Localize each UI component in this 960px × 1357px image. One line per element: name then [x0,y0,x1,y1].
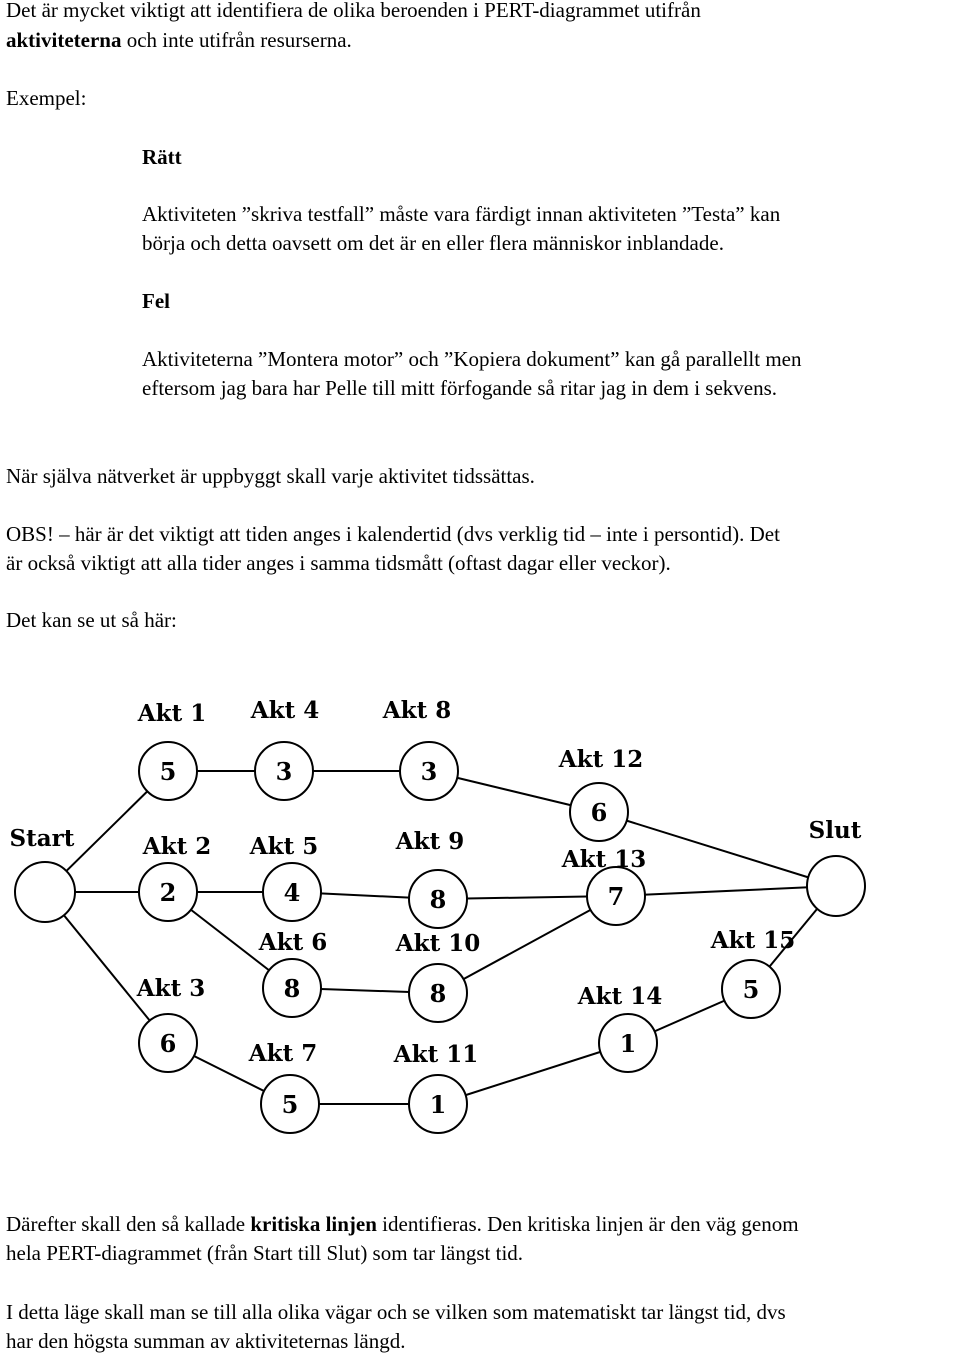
node-akt-6 [258,929,327,1017]
svg-text:6: 6 [590,798,608,827]
svg-text:1: 1 [429,1090,447,1119]
svg-text:3: 3 [420,757,438,786]
svg-text:Akt 11: Akt 11 [393,1041,479,1068]
node-akt-7 [248,1040,319,1133]
svg-text:Akt 8: Akt 8 [382,697,452,724]
svg-text:Akt 2: Akt 2 [142,833,212,860]
intro-line-2 [6,26,352,55]
svg-text:Akt 9: Akt 9 [395,828,465,855]
svg-text:Start: Start [9,825,75,852]
svg-text:5: 5 [742,975,760,1004]
svg-text:1: 1 [619,1029,637,1058]
svg-text:5: 5 [159,757,177,786]
svg-text:8: 8 [283,974,301,1003]
critical-line-term: kritiska linjen [250,1212,377,1236]
right-line-2: börja och detta oavsett om det är en eller flera människor inblandade. [142,231,724,255]
intro-bold-word: aktiviteterna [6,28,122,52]
svg-text:8: 8 [429,885,447,914]
node-akt-12 [558,746,643,841]
end-node [807,817,865,916]
svg-text:Akt 6: Akt 6 [258,929,328,956]
svg-text:Akt 1: Akt 1 [137,700,207,727]
svg-text:Akt 3: Akt 3 [136,975,206,1002]
node-akt-9 [395,828,467,928]
paths-line-2: har den högsta summan av aktiviteternas längd. [6,1329,406,1353]
critical-line-1: Därefter skall den så kallade kritiska linjen identifieras. Den kritiska linjen är den väg genom [6,1212,799,1236]
svg-text:Akt 14: Akt 14 [577,983,663,1010]
network-line: När själva nätverket är uppbyggt skall varje aktivitet tidssättas. [6,464,535,488]
svg-text:6: 6 [159,1029,177,1058]
obs-line-2: är också viktigt att alla tider anges i samma tidsmått (oftast dagar eller veckor). [6,551,671,575]
intro-line-1: Det är mycket viktigt att identifiera de olika beroenden i PERT-diagrammet utifrån [6,0,701,22]
start-node [10,825,75,922]
lead-text: Det kan se ut så här: [6,608,177,632]
svg-text:7: 7 [607,882,625,911]
node-akt-2 [139,833,211,921]
example-heading: Exempel: [6,86,87,110]
critical-line-2: hela PERT-diagrammet (från Start till Slut) som tar längst tid. [6,1241,524,1265]
node-akt-14 [577,983,662,1072]
svg-text:Akt 13: Akt 13 [561,846,647,873]
wrong-line-1: Aktiviteterna ”Montera motor” och ”Kopiera dokument” kan gå parallellt men [142,347,802,371]
svg-text:Slut: Slut [808,817,862,844]
svg-text:8: 8 [429,979,447,1008]
wrong-heading: Fel [142,289,170,313]
svg-text:5: 5 [281,1090,299,1119]
svg-text:Akt 4: Akt 4 [250,697,320,724]
node-akt-8 [382,697,458,800]
node-akt-15 [710,927,795,1018]
svg-text:4: 4 [283,878,301,907]
node-akt-4 [250,697,319,800]
node-akt-11 [393,1041,478,1133]
node-akt-13 [561,846,646,925]
node-akt-1 [137,700,206,800]
svg-text:Akt 10: Akt 10 [395,930,481,957]
intro-line-2-rest: och inte utifrån resurserna. [121,28,352,52]
right-heading: Rätt [142,145,182,169]
obs-line-1: OBS! – här är det viktigt att tiden anges i kalendertid (dvs verklig tid – inte i persontid). Det [6,522,780,546]
svg-text:Akt 12: Akt 12 [558,746,644,773]
svg-text:Akt 5: Akt 5 [249,833,319,860]
paths-line-1: I detta läge skall man se till alla olika vägar och se vilken som matematiskt tar längst tid, dvs [6,1300,786,1324]
svg-text:Akt 7: Akt 7 [248,1040,318,1067]
wrong-line-2: eftersom jag bara har Pelle till mitt förfogande så ritar jag in dem i sekvens. [142,376,778,400]
svg-text:3: 3 [275,757,293,786]
pert-diagram [0,680,960,1150]
node-akt-5 [249,833,321,921]
right-line-1: Aktiviteten ”skriva testfall” måste vara färdigt innan aktiviteten ”Testa” kan [142,202,781,226]
svg-text:Akt 15: Akt 15 [710,927,796,954]
svg-text:2: 2 [159,878,177,907]
